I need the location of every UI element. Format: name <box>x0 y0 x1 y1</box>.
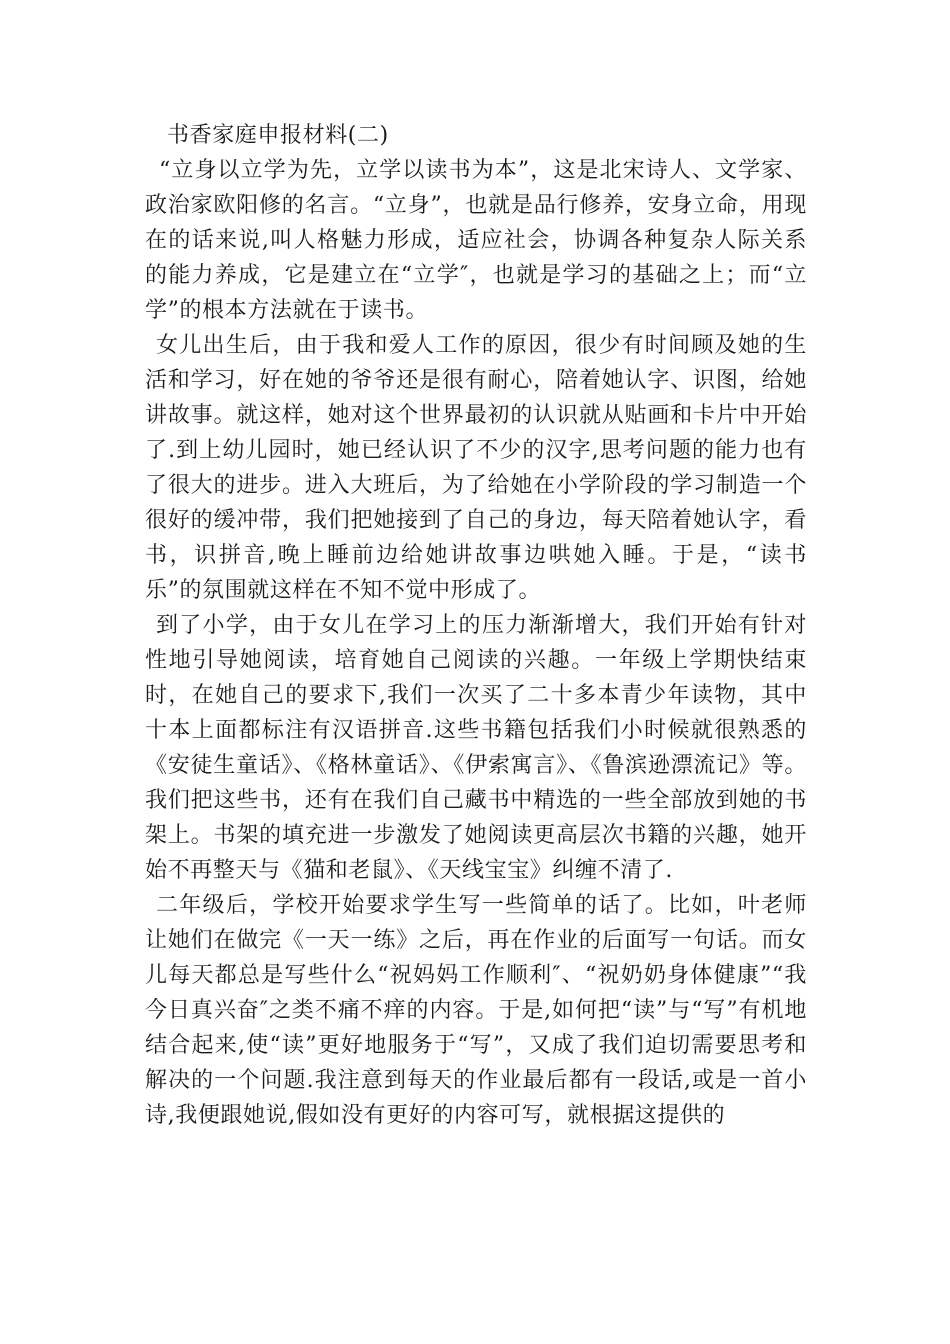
document-title: 书香家庭申报材料(二) <box>167 123 389 148</box>
document-body <box>145 118 807 1133</box>
paragraph-3: 到了小学，由于女儿在学习上的压力渐渐增大，我们开始有针对性地引导她阅读，培育她自己阅读的兴趣。一年级上学期快结束时，在她自己的要求下,我们一次买了二十多本青少年读物，其中十本上面都标注有汉语拼音.这些书籍包括我们小时候就很熟悉的《安徒生童话》、《格林童话》、《伊索寓言》、《鲁滨逊漂流记》等。我们把这些书，还有在我们自己藏书中精选的一些全部放到她的书架上。书架的填充进一步激发了她阅读更高层次书籍的兴趣，她开始不再整天与《猫和老鼠》、《天线宝宝》纠缠不清了. <box>145 613 807 883</box>
paragraph-1: “立身以立学为先，立学以读书为本”，这是北宋诗人、文学家、政治家欧阳修的名言。“立身”，也就是品行修养，安身立命，用现在的话来说,叫人格魅力形成，适应社会，协调各种复杂人际关系的能力养成，它是建立在“立学″，也就是学习的基础之上；而“立学”的根本方法就在于读书。 <box>145 158 807 323</box>
paragraph-2: 女儿出生后，由于我和爱人工作的原因，很少有时间顾及她的生活和学习，好在她的爷爷还是很有耐心，陪着她认字、识图，给她讲故事。就这样，她对这个世界最初的认识就从贴画和卡片中开始了.到上幼儿园时，她已经认识了不少的汉字,思考问题的能力也有了很大的进步。进入大班后，为了给她在小学阶段的学习制造一个很好的缓冲带，我们把她接到了自己的身边，每天陪着她认字，看书，识拼音,晚上睡前边给她讲故事边哄她入睡。于是，“读书乐”的氛围就这样在不知不觉中形成了。 <box>145 333 807 603</box>
paragraph-4: 二年级后，学校开始要求学生写一些简单的话了。比如，叶老师让她们在做完《一天一练》之后，再在作业的后面写一句话。而女儿每天都总是写些什么“祝妈妈工作顺利″、“祝奶奶身体健康”“我今日真兴奋″之类不痛不痒的内容。于是,如何把“读”与“写”有机地结合起来,使“读”更好地服务于“写”，又成了我们迫切需要思考和解决的一个问题.我注意到每天的作业最后都有一段话,或是一首小诗,我便跟她说,假如没有更好的内容可写，就根据这提供的 <box>145 893 807 1128</box>
